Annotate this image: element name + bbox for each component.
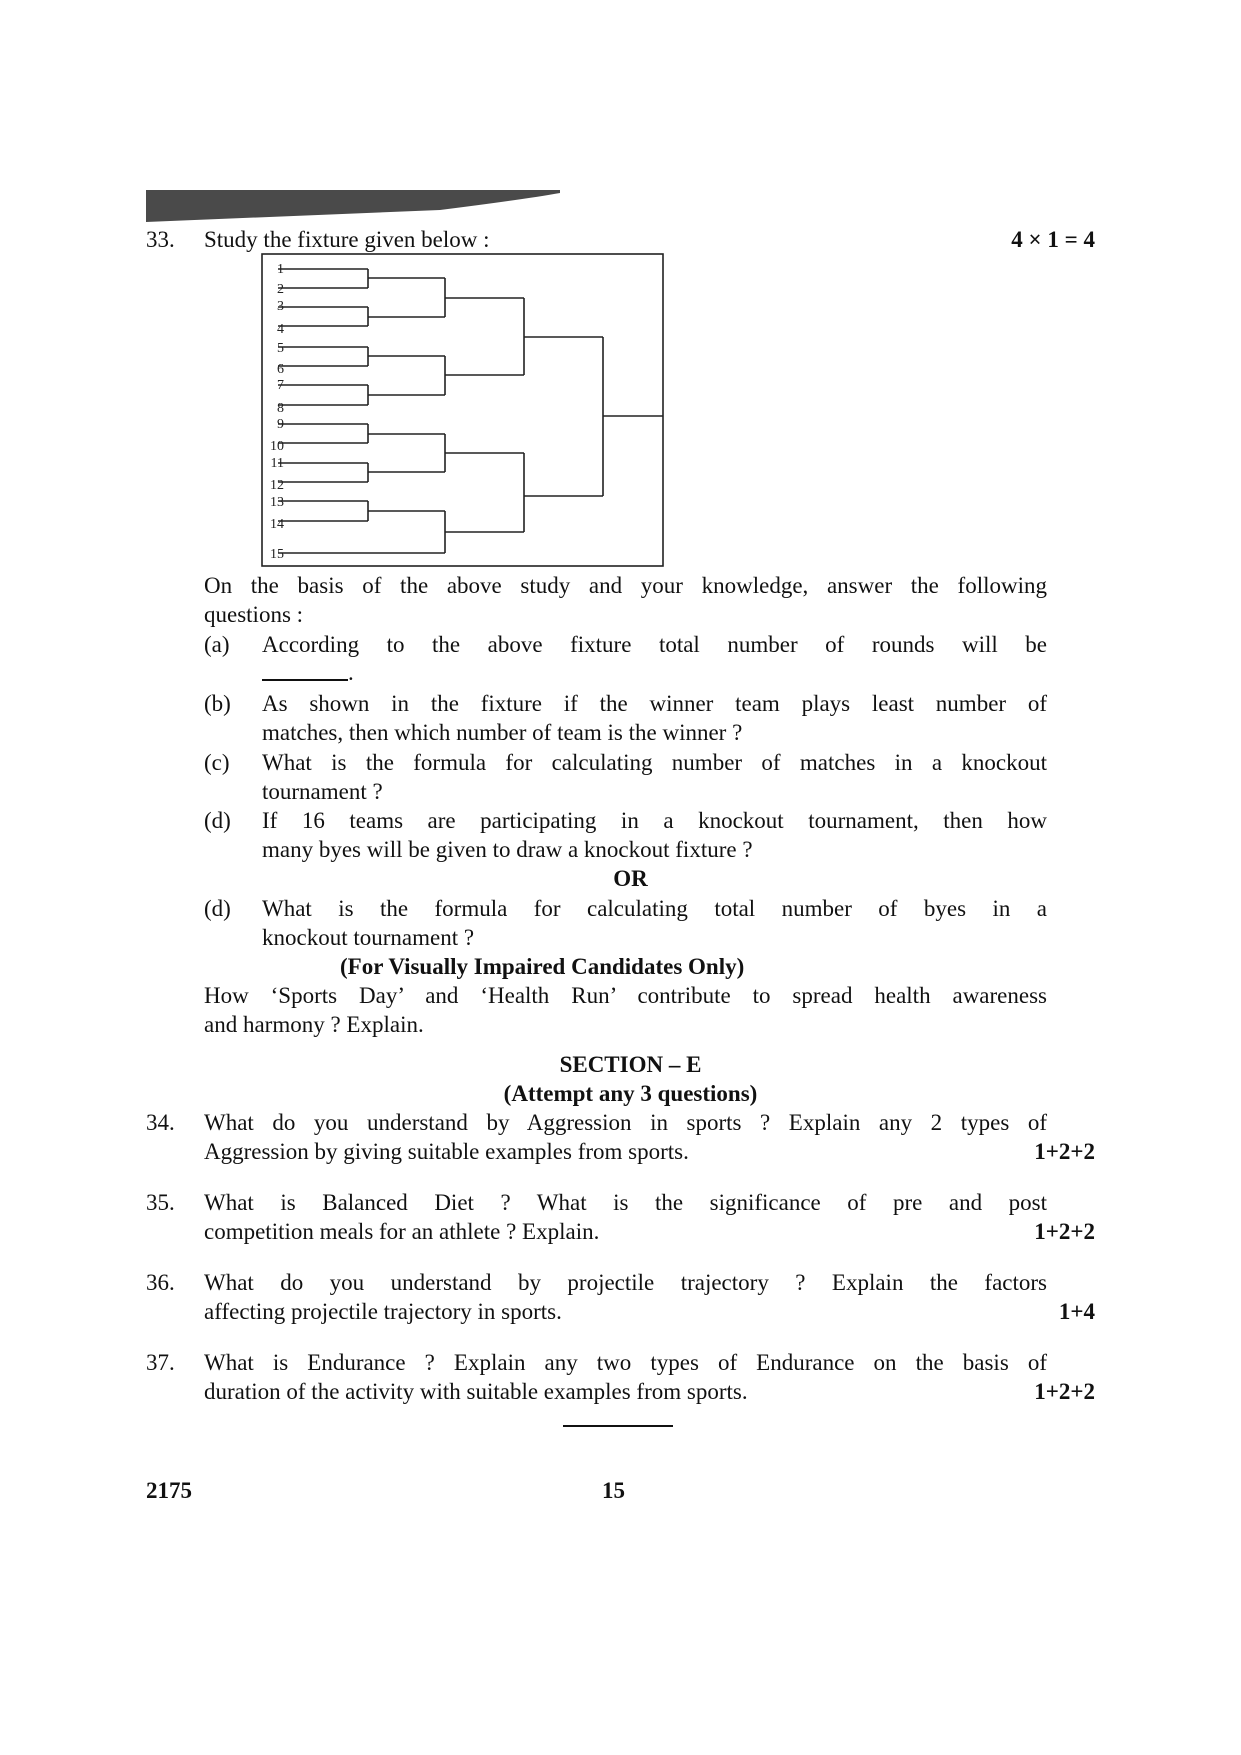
team-label: 5: [277, 341, 284, 356]
part-label: (d): [204, 808, 231, 833]
team-label: 11: [270, 456, 284, 471]
marks: 1+2+2: [1034, 1379, 1095, 1404]
team-label: 8: [277, 401, 284, 416]
intro-text: questions :: [204, 602, 304, 627]
vi-question: How ‘Sports Day’ and ‘Health Run’ contribute to spread health awareness: [204, 983, 1047, 1008]
team-label: 2: [277, 282, 284, 297]
question-number: 37.: [146, 1350, 175, 1375]
marks: 1+2+2: [1034, 1139, 1095, 1164]
part-text: As shown in the fixture if the winner team plays least number of: [262, 691, 1047, 716]
team-label: 12: [270, 478, 284, 493]
question-number: 35.: [146, 1190, 175, 1215]
answer-blank: [262, 679, 348, 681]
marks: 4 × 1 = 4: [1011, 227, 1095, 252]
part-text: tournament ?: [262, 779, 383, 804]
team-label: 14: [270, 517, 284, 532]
question-number: 36.: [146, 1270, 175, 1295]
team-label: 4: [277, 322, 284, 337]
part-text: knockout tournament ?: [262, 925, 475, 950]
question-text: What do you understand by Aggression in sports ? Explain any 2 types of: [204, 1110, 1047, 1135]
question-stem: Study the fixture given below :: [204, 227, 490, 252]
section-subtitle: (Attempt any 3 questions): [503, 1081, 758, 1106]
team-label: 1: [277, 262, 284, 277]
part-text: matches, then which number of team is the winner ?: [262, 720, 743, 745]
part-label: (c): [204, 750, 230, 775]
page-number: 15: [602, 1478, 625, 1503]
part-text: What is the formula for calculating number of matches in a knockout: [262, 750, 1047, 775]
question-text: duration of the activity with suitable examples from sports.: [204, 1379, 748, 1404]
marks: 1+2+2: [1034, 1219, 1095, 1244]
part-label: (d): [204, 896, 231, 921]
question-number: 34.: [146, 1110, 175, 1135]
question-text: What is Endurance ? Explain any two types of Endurance on the basis of: [204, 1350, 1047, 1375]
intro-text: On the basis of the above study and your knowledge, answer the following: [204, 573, 1047, 598]
part-text: What is the formula for calculating total number of byes in a: [262, 896, 1047, 921]
paper-code: 2175: [146, 1478, 192, 1503]
vi-heading: (For Visually Impaired Candidates Only): [340, 954, 745, 979]
team-label: 13: [270, 495, 284, 510]
marks: 1+4: [1058, 1299, 1095, 1324]
part-label: (a): [204, 632, 230, 657]
part-text: According to the above fixture total number of rounds will be: [262, 632, 1047, 657]
part-text: If 16 teams are participating in a knockout tournament, then how: [262, 808, 1047, 833]
team-label: 7: [277, 378, 284, 393]
question-text: competition meals for an athlete ? Explain.: [204, 1219, 600, 1244]
part-label: (b): [204, 691, 231, 716]
part-text: .: [348, 660, 354, 685]
vi-question: and harmony ? Explain.: [204, 1012, 424, 1037]
question-text: What do you understand by projectile trajectory ? Explain the factors: [204, 1270, 1047, 1295]
section-title: SECTION – E: [559, 1052, 702, 1077]
question-number: 33.: [146, 227, 175, 252]
question-text: Aggression by giving suitable examples from sports.: [204, 1139, 689, 1164]
team-label: 9: [277, 417, 284, 432]
team-label: 15: [270, 547, 284, 562]
knockout-fixture-diagram: [0, 0, 1241, 600]
question-text: What is Balanced Diet ? What is the significance of pre and post: [204, 1190, 1047, 1215]
team-label: 10: [270, 439, 284, 454]
team-label: 6: [277, 362, 284, 377]
end-rule: [563, 1425, 673, 1427]
question-text: affecting projectile trajectory in sports.: [204, 1299, 562, 1324]
or-label: OR: [613, 866, 648, 891]
part-text: many byes will be given to draw a knockout fixture ?: [262, 837, 753, 862]
team-label: 3: [277, 299, 284, 314]
